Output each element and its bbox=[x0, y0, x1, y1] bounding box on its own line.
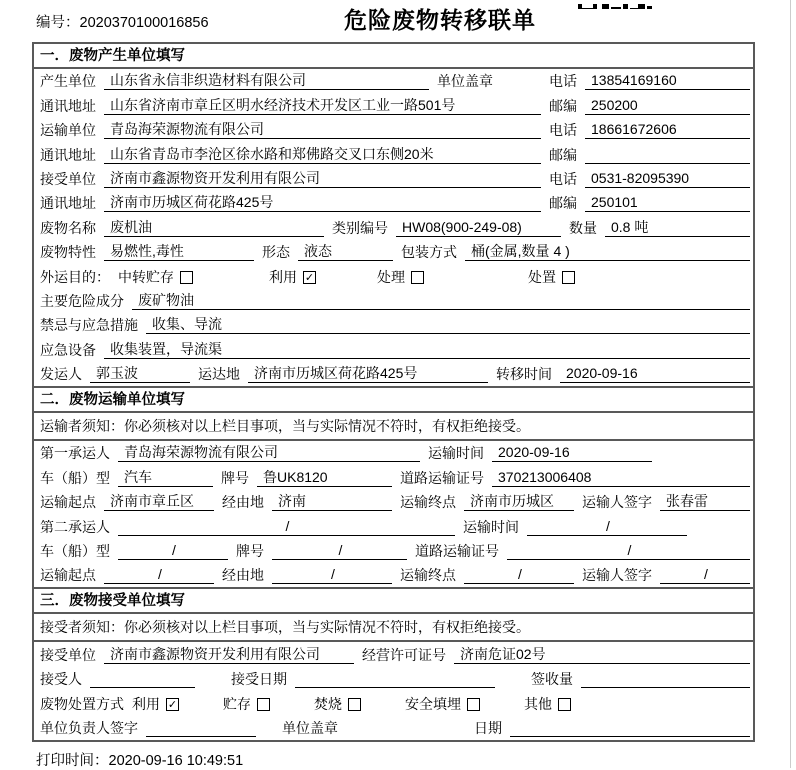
checkbox-label: 处置 bbox=[528, 268, 556, 285]
field-value-destination: 济南市历城区荷花路425号 bbox=[248, 365, 488, 383]
field-label: 禁忌与应急措施 bbox=[40, 317, 138, 334]
section-header: 二．废物运输单位填写 bbox=[34, 388, 753, 413]
field-label: 转移时间 bbox=[496, 366, 552, 383]
field-label: 单位负责人签字 bbox=[40, 719, 138, 736]
field-value-terminal-2: / bbox=[464, 566, 574, 584]
checkbox-group-secure-landfill bbox=[405, 696, 480, 713]
form-row bbox=[34, 142, 753, 166]
field-label: 通讯地址 bbox=[40, 195, 96, 212]
field-value-category-code: HW08(900-249-08) bbox=[396, 219, 561, 237]
field-label: 运输人签字 bbox=[582, 567, 652, 584]
field-value-producer-unit: 山东省永信非织造材料有限公司 bbox=[104, 72, 429, 90]
field-value-emergency-equipment: 收集装置，导流渠 bbox=[104, 341, 750, 359]
spacer bbox=[369, 712, 397, 713]
field-label: 运达地 bbox=[198, 366, 240, 383]
field-value-accept-person bbox=[90, 670, 195, 688]
checkbox-checked-icon: ✓ bbox=[304, 271, 315, 284]
field-label: 电话 bbox=[549, 170, 577, 187]
field-label: 经由地 bbox=[222, 494, 264, 511]
field-label: 外运目的： bbox=[40, 268, 110, 285]
field-value-sign-date bbox=[510, 719, 750, 737]
field-value-producer-address: 山东省济南市章丘区明水经济技术开发区工业一路501号 bbox=[104, 97, 541, 115]
field-label: 包装方式 bbox=[401, 244, 457, 261]
field-label: 日期 bbox=[474, 719, 502, 736]
section-2 bbox=[34, 386, 753, 587]
form-row bbox=[34, 215, 753, 239]
field-label: 经营许可证号 bbox=[362, 646, 446, 663]
field-label: 接受日期 bbox=[231, 671, 287, 688]
field-value-vehicle-type-2: / bbox=[118, 542, 228, 560]
field-label: 第二承运人 bbox=[40, 518, 110, 535]
print-time-label: 打印时间： bbox=[36, 753, 109, 769]
field-value-terminal-1: 济南市历城区 bbox=[464, 493, 574, 511]
checkbox-checked-icon: ✓ bbox=[167, 698, 178, 711]
field-value-producer-phone: 13854169160 bbox=[585, 72, 750, 90]
field-label: 废物名称 bbox=[40, 219, 96, 236]
field-label: 接受人 bbox=[40, 671, 82, 688]
checkbox-label: 处理 bbox=[377, 268, 405, 285]
field-label: 邮编 bbox=[549, 195, 577, 212]
field-value-transporter-phone: 18661672606 bbox=[585, 121, 750, 139]
section-note: 运输者须知：你必须核对以上栏目事项，当与实际情况不符时，有权拒绝接受。 bbox=[34, 413, 753, 441]
field-label: 数量 bbox=[569, 219, 597, 236]
checkbox-group-incinerate bbox=[314, 696, 361, 713]
checkbox-label: 中转贮存 bbox=[118, 268, 174, 285]
serial-label: 编号： bbox=[36, 15, 80, 31]
field-label: 运输时间 bbox=[463, 518, 519, 535]
form-row bbox=[34, 69, 753, 93]
field-value-transfer-date: 2020-09-16 bbox=[560, 365, 750, 383]
section-1 bbox=[34, 44, 753, 386]
field-label: 第一承运人 bbox=[40, 445, 110, 462]
checkbox-unchecked-icon bbox=[411, 271, 424, 284]
spacer bbox=[201, 285, 261, 286]
field-value-receiver-phone: 0531-82095390 bbox=[585, 170, 750, 188]
form-row bbox=[34, 490, 753, 514]
checkbox-label: 利用 bbox=[132, 695, 160, 712]
field-label: 主要危险成分 bbox=[40, 292, 124, 309]
field-label: 运输终点 bbox=[400, 494, 456, 511]
spacer bbox=[503, 687, 523, 688]
form-row bbox=[34, 167, 753, 191]
field-label: 产生单位 bbox=[40, 73, 96, 90]
field-value-origin-1: 济南市章丘区 bbox=[104, 493, 214, 511]
field-value-transporter-postcode bbox=[585, 146, 750, 164]
field-label: 单位盖章 bbox=[282, 719, 338, 736]
checkbox-label: 贮存 bbox=[223, 695, 251, 712]
field-value-receiver-unit: 济南市鑫源物资开发利用有限公司 bbox=[104, 170, 541, 188]
form-row bbox=[34, 93, 753, 117]
checkbox-label: 焚烧 bbox=[314, 695, 342, 712]
spacer bbox=[695, 535, 750, 536]
section-3 bbox=[34, 587, 753, 740]
field-label: 单位盖章 bbox=[437, 73, 493, 90]
form-row bbox=[34, 118, 753, 142]
form-row bbox=[34, 337, 753, 361]
print-time bbox=[36, 749, 243, 770]
field-label: 运输终点 bbox=[400, 567, 456, 584]
print-time-value: 2020-09-16 10:49:51 bbox=[108, 753, 244, 769]
field-value-responsible-sign bbox=[146, 719, 256, 737]
field-value-via-2: / bbox=[272, 566, 392, 584]
field-label: 签收量 bbox=[531, 671, 573, 688]
field-label: 类别编号 bbox=[332, 219, 388, 236]
document-header bbox=[0, 0, 796, 42]
field-value-waste-name: 废机油 bbox=[104, 219, 324, 237]
field-label: 接受单位 bbox=[40, 170, 96, 187]
field-label: 通讯地址 bbox=[40, 97, 96, 114]
field-value-consignor: 郭玉波 bbox=[90, 365, 190, 383]
field-label: 运输时间 bbox=[428, 445, 484, 462]
spacer bbox=[264, 736, 274, 737]
field-value-license-no: 济南危证02号 bbox=[454, 646, 750, 664]
field-value-transport-date-1: 2020-09-16 bbox=[492, 444, 652, 462]
spacer bbox=[278, 712, 306, 713]
field-label: 道路运输证号 bbox=[415, 543, 499, 560]
checkbox-unchecked-icon bbox=[558, 698, 571, 711]
field-value-producer-postcode: 250200 bbox=[585, 97, 750, 115]
field-label: 运输人签字 bbox=[582, 494, 652, 511]
page-edge-line bbox=[790, 0, 791, 768]
field-label: 运输单位 bbox=[40, 122, 96, 139]
form-row bbox=[34, 362, 753, 386]
form-row bbox=[34, 240, 753, 264]
field-value-transport-date-2: / bbox=[527, 518, 687, 536]
field-value-accept-unit: 济南市鑫源物资开发利用有限公司 bbox=[104, 646, 354, 664]
checkbox-label: 安全填埋 bbox=[405, 695, 461, 712]
field-value-road-permit-2: / bbox=[507, 542, 750, 560]
field-value-precaution-measures: 收集、导流 bbox=[146, 316, 750, 334]
field-value-packaging: 桶(金属,数量 4 ) bbox=[465, 243, 750, 261]
field-label: 车（船）型 bbox=[40, 543, 110, 560]
field-label: 牌号 bbox=[236, 543, 264, 560]
checkbox-group-other bbox=[524, 696, 571, 713]
checkbox-group-utilize-accept bbox=[132, 696, 179, 713]
field-label: 道路运输证号 bbox=[400, 469, 484, 486]
form-row bbox=[34, 264, 753, 288]
form-row bbox=[34, 465, 753, 489]
field-value-origin-2: / bbox=[104, 566, 214, 584]
form-row bbox=[34, 191, 753, 215]
form-row bbox=[34, 667, 753, 691]
field-value-main-hazard-component: 废矿物油 bbox=[132, 292, 750, 310]
checkbox-label: 利用 bbox=[269, 268, 297, 285]
form-table bbox=[32, 42, 755, 742]
checkbox-unchecked-icon bbox=[467, 698, 480, 711]
page-title: 危险废物转移联单 bbox=[344, 7, 536, 33]
form-row bbox=[34, 441, 753, 465]
checkbox-unchecked-icon bbox=[348, 698, 361, 711]
field-value-receiver-postcode: 250101 bbox=[585, 194, 750, 212]
field-label: 电话 bbox=[549, 73, 577, 90]
field-value-second-carrier: / bbox=[118, 518, 455, 536]
field-label: 发运人 bbox=[40, 366, 82, 383]
section-header: 一．废物产生单位填写 bbox=[34, 44, 753, 69]
field-label: 运输起点 bbox=[40, 567, 96, 584]
field-value-plate-no-1: 鲁UK8120 bbox=[257, 469, 392, 487]
spacer bbox=[501, 89, 541, 90]
spacer bbox=[187, 712, 215, 713]
form-row bbox=[34, 289, 753, 313]
qr-code-fragment-icon bbox=[578, 0, 658, 9]
field-label: 废物特性 bbox=[40, 244, 96, 261]
form-row bbox=[34, 642, 753, 666]
field-value-carrier-sign-2: / bbox=[660, 566, 750, 584]
field-value-received-qty bbox=[581, 670, 750, 688]
field-label: 邮编 bbox=[549, 146, 577, 163]
form-row bbox=[34, 563, 753, 587]
field-value-quantity: 0.8 吨 bbox=[605, 219, 750, 237]
field-value-carrier-sign-1: 张春雷 bbox=[660, 493, 750, 511]
spacer bbox=[324, 285, 369, 286]
field-value-via-1: 济南 bbox=[272, 493, 392, 511]
field-value-receiver-address: 济南市历城区荷花路425号 bbox=[104, 194, 541, 212]
checkbox-unchecked-icon bbox=[180, 271, 193, 284]
field-label: 运输起点 bbox=[40, 494, 96, 511]
field-label: 通讯地址 bbox=[40, 146, 96, 163]
field-value-plate-no-2: / bbox=[272, 542, 407, 560]
field-label: 废物处置方式 bbox=[40, 695, 124, 712]
field-value-first-carrier: 青岛海荣源物流有限公司 bbox=[118, 444, 420, 462]
checkbox-group-transit-storage bbox=[118, 269, 193, 286]
spacer bbox=[346, 736, 466, 737]
field-value-transporter-address: 山东省青岛市李沧区徐水路和郑佛路交叉口东侧20米 bbox=[104, 146, 541, 164]
form-row bbox=[34, 514, 753, 538]
form-row bbox=[34, 313, 753, 337]
field-value-form-state: 液态 bbox=[298, 243, 393, 261]
field-label: 应急设备 bbox=[40, 341, 96, 358]
field-label: 形态 bbox=[262, 244, 290, 261]
form-row bbox=[34, 539, 753, 563]
field-label: 牌号 bbox=[221, 469, 249, 486]
checkbox-group-treat bbox=[377, 269, 424, 286]
field-value-accept-date bbox=[295, 670, 495, 688]
field-label: 经由地 bbox=[222, 567, 264, 584]
checkbox-unchecked-icon bbox=[257, 698, 270, 711]
checkbox-group-dispose bbox=[528, 269, 575, 286]
checkbox-unchecked-icon bbox=[562, 271, 575, 284]
checkbox-group-utilize bbox=[269, 269, 316, 286]
spacer bbox=[432, 285, 520, 286]
form-row bbox=[34, 691, 753, 715]
checkbox-group-storage-accept bbox=[223, 696, 270, 713]
field-label: 邮编 bbox=[549, 97, 577, 114]
field-value-vehicle-type-1: 汽车 bbox=[118, 469, 213, 487]
field-value-transporter-unit: 青岛海荣源物流有限公司 bbox=[104, 121, 541, 139]
spacer bbox=[203, 687, 223, 688]
field-label: 接受单位 bbox=[40, 646, 96, 663]
checkbox-label: 其他 bbox=[524, 695, 552, 712]
field-value-waste-property: 易燃性,毒性 bbox=[104, 243, 254, 261]
field-label: 车（船）型 bbox=[40, 469, 110, 486]
serial-value: 2020370100016856 bbox=[79, 15, 209, 31]
field-label: 电话 bbox=[549, 122, 577, 139]
section-note: 接受者须知：你必须核对以上栏目事项，当与实际情况不符时，有权拒绝接受。 bbox=[34, 614, 753, 642]
form-row bbox=[34, 716, 753, 740]
section-header: 三．废物接受单位填写 bbox=[34, 589, 753, 614]
spacer bbox=[488, 712, 516, 713]
field-value-road-permit-1: 370213006408 bbox=[492, 469, 750, 487]
spacer bbox=[660, 461, 750, 462]
